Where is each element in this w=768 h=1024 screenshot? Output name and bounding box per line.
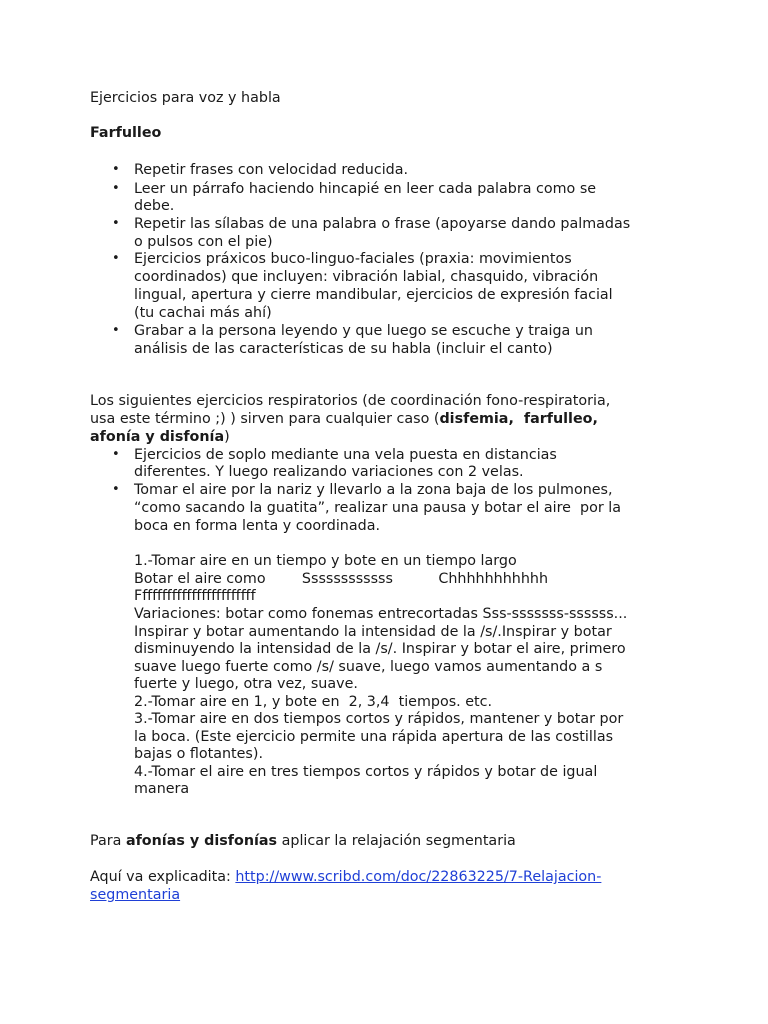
list-item-continuation: o pulsos con el pie) [134,234,273,250]
bullet-marker: • [112,181,120,196]
link-paragraph [90,868,601,886]
relax-text: Para [90,833,126,849]
list-item-continuation: boca en forma lenta y coordinada. [134,518,381,534]
step-line: bajas o flotantes). [134,746,264,762]
bullet-marker: • [112,447,120,462]
link-paragraph-continuation [90,886,180,904]
scribd-link[interactable]: http://www.scribd.com/doc/22863225/7-Relajacion- [235,869,602,885]
step-line: Botar el aire como Ssssssssssss Chhhhhhhhhhh [134,571,549,587]
step-line: la boca. (Este ejercicio permite una rápida apertura de las costillas [134,729,614,745]
bullet-marker: • [112,323,120,338]
intro-bold-text: disfemia, farfulleo, [439,411,598,427]
list-item: Leer un párrafo haciendo hincapié en leer cada palabra como se [134,181,597,197]
relax-bold-text: afonías y disfonías [125,833,278,849]
list-item: Ejercicios de soplo mediante una vela puesta en distancias [134,447,557,463]
step-line: fuerte y luego, otra vez, suave. [134,676,358,692]
intro-line [90,410,598,428]
scribd-link-continuation[interactable]: segmentaria [90,887,181,903]
step-line: 3.-Tomar aire en dos tiempos cortos y rápidos, mantener y botar por [134,711,624,727]
list-item: Ejercicios práxicos buco-linguo-faciales (praxia: movimientos [134,251,572,267]
intro-text: usa este término ;) ) sirven para cualquier caso ( [90,411,440,427]
list-item-continuation: debe. [134,198,175,214]
relaxation-paragraph [90,832,516,850]
bullet-marker: • [112,216,120,231]
step-line: Ffffffffffffffffffffffff [134,588,256,604]
intro-line: Los siguientes ejercicios respiratorios (de coordinación fono-respiratoria, [90,393,611,409]
bullet-marker: • [112,251,120,266]
intro-bold-text: afonía y disfonía [90,429,225,445]
bullet-marker: • [112,482,120,497]
document-title: Ejercicios para voz y habla [90,90,281,106]
step-line: Variaciones: botar como fonemas entrecortadas Sss-sssssss-ssssss... [134,606,628,622]
intro-text: ) [224,429,230,445]
intro-line [90,428,230,446]
step-line: Inspirar y botar aumentando la intensidad de la /s/.Inspirar y botar [134,624,612,640]
list-item-continuation: análisis de las características de su habla (incluir el canto) [134,341,553,357]
list-item-continuation: coordinados) que incluyen: vibración labial, chasquido, vibración [134,269,599,285]
list-item-continuation: lingual, apertura y cierre mandibular, ejercicios de expresión facial [134,287,613,303]
list-item-continuation: (tu cachai más ahí) [134,305,272,321]
link-intro-text: Aquí va explicadita: [90,869,236,885]
list-item: Repetir las sílabas de una palabra o frase (apoyarse dando palmadas [134,216,631,232]
list-item-continuation: diferentes. Y luego realizando variaciones con 2 velas. [134,464,524,480]
step-line: 1.-Tomar aire en un tiempo y bote en un tiempo largo [134,553,517,569]
list-item: Tomar el aire por la nariz y llevarlo a la zona baja de los pulmones, [134,482,613,498]
step-line: 2.-Tomar aire en 1, y bote en 2, 3,4 tiempos. etc. [134,694,493,710]
list-item: Grabar a la persona leyendo y que luego se escuche y traiga un [134,323,593,339]
step-line: disminuyendo la intensidad de la /s/. Inspirar y botar el aire, primero [134,641,626,657]
bullet-marker: • [112,162,120,177]
step-line: manera [134,781,190,797]
section-heading-farfulleo: Farfulleo [90,125,162,141]
step-line: suave luego fuerte como /s/ suave, luego vamos aumentando a s [134,659,603,675]
list-item-continuation: “como sacando la guatita”, realizar una pausa y botar el aire por la [134,500,622,516]
list-item: Repetir frases con velocidad reducida. [134,162,409,178]
relax-text: aplicar la relajación segmentaria [277,833,516,849]
step-line: 4.-Tomar el aire en tres tiempos cortos y rápidos y botar de igual [134,764,598,780]
